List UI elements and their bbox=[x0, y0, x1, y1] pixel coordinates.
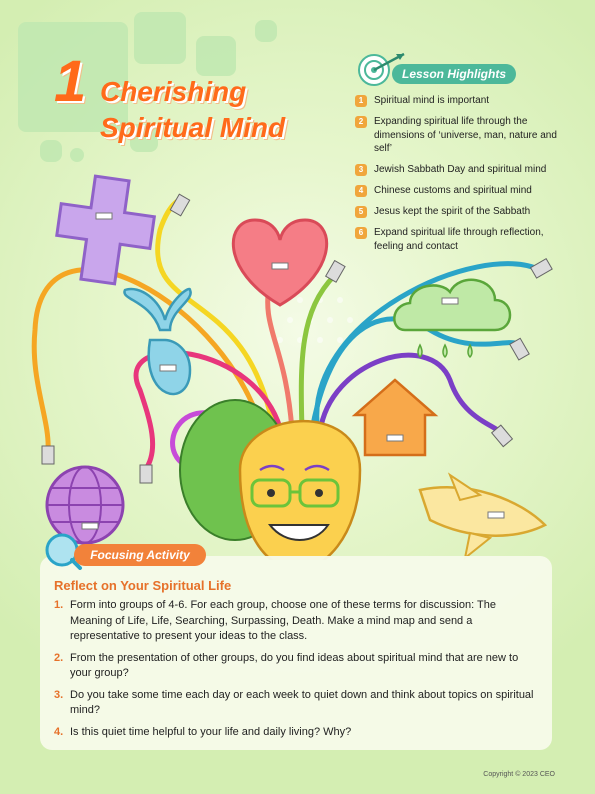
usb-plug-icon bbox=[42, 446, 54, 464]
chapter-title-line2: Spiritual Mind bbox=[100, 112, 286, 143]
decor-square bbox=[196, 36, 236, 76]
activity-item: 4. Is this quiet time helpful to your life and daily living? Why? bbox=[54, 725, 352, 738]
chapter-title-line1: Cherishing bbox=[100, 76, 247, 107]
lesson-highlight-item: 5 Jesus kept the spirit of the Sabbath bbox=[355, 205, 560, 219]
decor-square bbox=[255, 20, 277, 42]
chapter-number: 1 bbox=[54, 49, 87, 114]
lesson-highlight-item: 6 Expand spiritual life through reflection, feeling and contact bbox=[355, 226, 560, 253]
rocket-icon bbox=[420, 475, 545, 558]
lesson-highlight-item: 3 Jewish Sabbath Day and spiritual mind bbox=[355, 163, 560, 177]
activity-item: 1. Form into groups of 4-6. For each group, choose one of these terms for discussion: The Meaning of Life, Life, Searching, Surpassing, Death. Make a mind map and send a representative to present your ideas to the class. bbox=[54, 599, 496, 642]
usb-plug-icon bbox=[140, 465, 152, 483]
decor-square bbox=[134, 12, 186, 64]
copyright-text: Copyright © 2023 CEO bbox=[483, 771, 555, 778]
activity-item: 3. Do you take some time each day or each week to quiet down and think about topics on spiritual mind? bbox=[54, 688, 534, 716]
usb-plug-icon bbox=[170, 194, 189, 216]
usb-plug-icon bbox=[531, 259, 553, 278]
activity-item: 2. From the presentation of other groups, do you find ideas about spiritual mind that are new to your group? bbox=[54, 651, 519, 679]
focusing-activity-label: Focusing Activity bbox=[74, 544, 206, 566]
chapter-title bbox=[100, 74, 350, 146]
activity-heading: Reflect on Your Spiritual Life bbox=[54, 578, 232, 593]
lesson-highlight-item: 2 Expanding spiritual life through the dimensions of ‘universe, man, nature and self’ bbox=[355, 115, 560, 156]
lesson-highlight-item: 4 Chinese customs and spiritual mind bbox=[355, 184, 560, 198]
decor-square bbox=[40, 140, 62, 162]
lesson-highlights-label: Lesson Highlights bbox=[392, 64, 516, 84]
lesson-highlight-item: 1 Spiritual mind is important bbox=[355, 94, 560, 108]
house-icon bbox=[355, 380, 435, 455]
activity-list bbox=[54, 598, 540, 746]
spiritual-mind-illustration bbox=[0, 160, 595, 560]
heart-icon bbox=[233, 220, 326, 305]
